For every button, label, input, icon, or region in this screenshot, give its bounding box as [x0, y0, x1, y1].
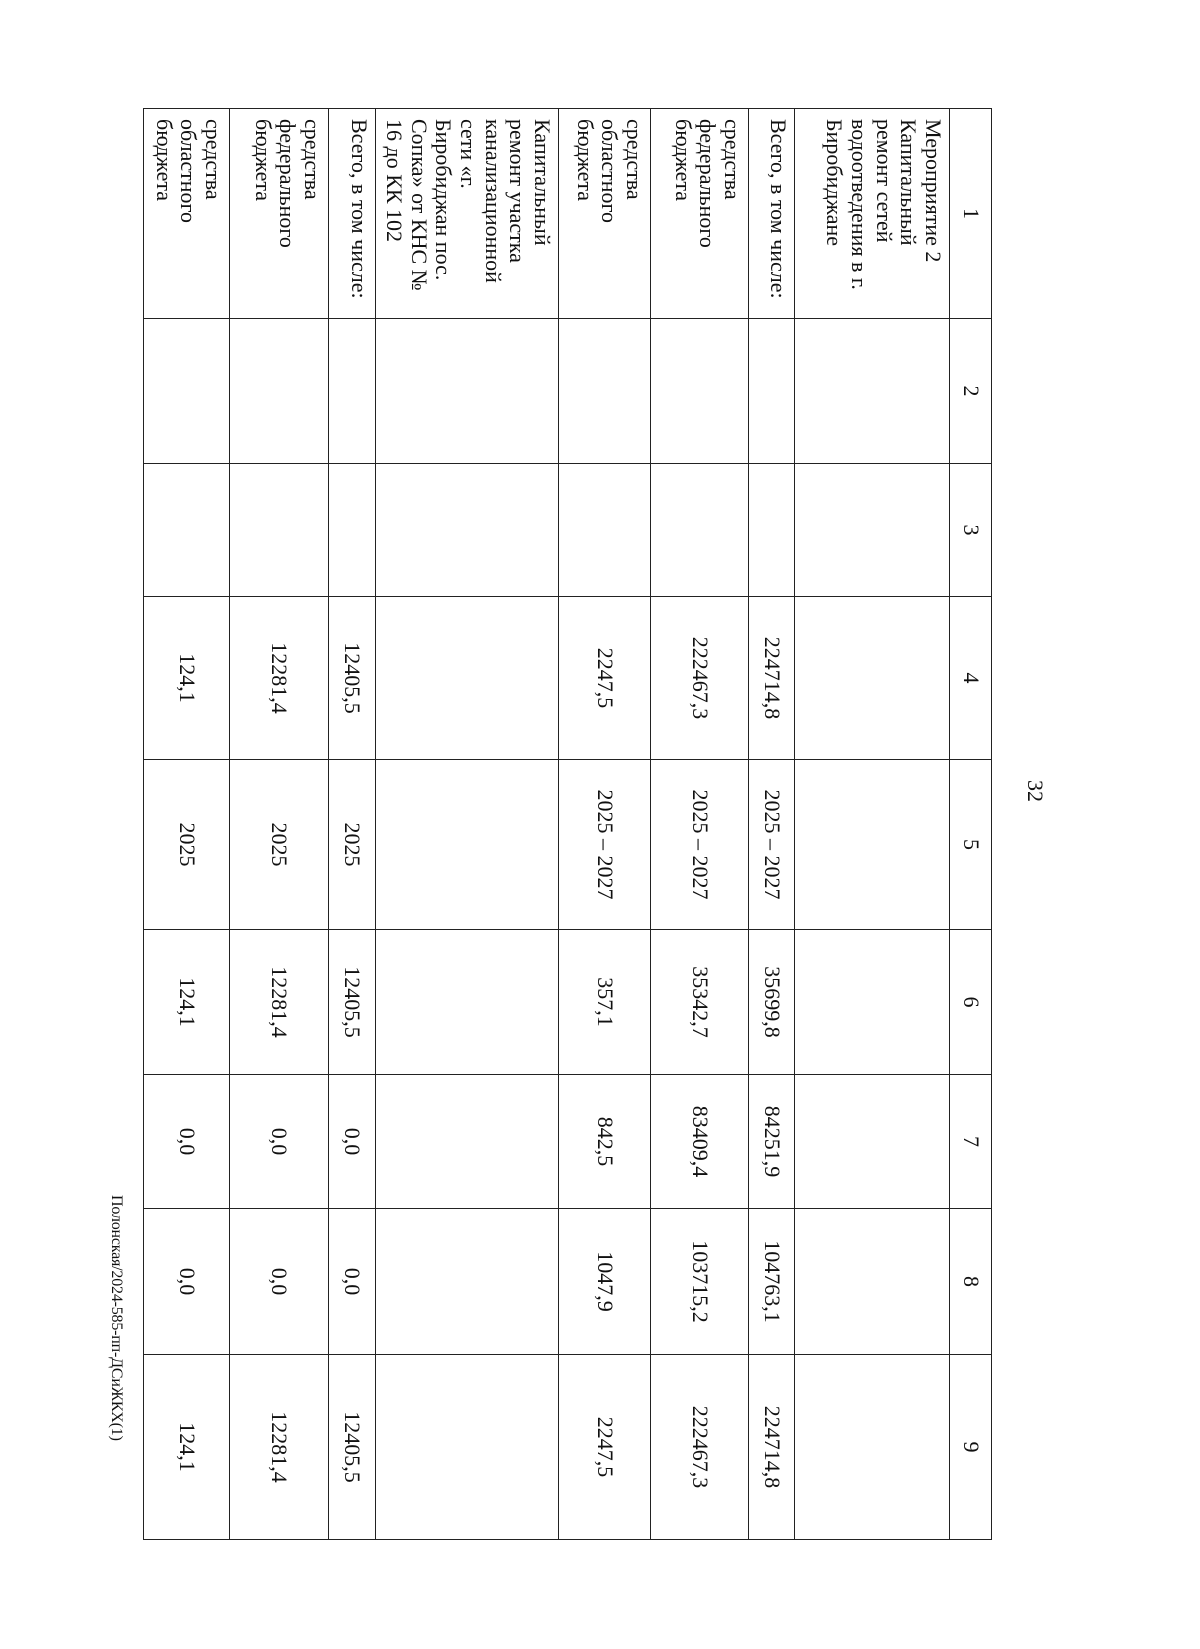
- value-cell: 0,0: [329, 1075, 376, 1209]
- value-cell: [376, 930, 559, 1075]
- value-cell: [376, 1075, 559, 1209]
- value-cell: 222467,3: [651, 1355, 749, 1540]
- value-cell: [795, 464, 950, 597]
- value-cell: 12405,5: [329, 1355, 376, 1540]
- value-cell: 224714,8: [749, 1355, 795, 1540]
- value-cell: [559, 464, 651, 597]
- value-cell: [144, 464, 230, 597]
- value-cell: 124,1: [144, 930, 230, 1075]
- header-cell: 9: [950, 1355, 992, 1540]
- value-cell: [795, 597, 950, 760]
- value-cell: 0,0: [144, 1075, 230, 1209]
- value-cell: [376, 597, 559, 760]
- header-cell: 6: [950, 930, 992, 1075]
- row-label-cell: Капитальный ремонт участка канализационной сети «г. Биробиджан пос. Сопка» от КНС № 16 до КК 102: [376, 109, 559, 319]
- value-cell: 35342,7: [651, 930, 749, 1075]
- value-cell: 124,1: [144, 597, 230, 760]
- value-cell: 12281,4: [230, 1355, 329, 1540]
- row-label-cell: Мероприятие 2 Капитальный ремонт сетей водоотведения в г. Биробиджане: [795, 109, 950, 319]
- table-row: [795, 109, 950, 1540]
- value-cell: 224714,8: [749, 597, 795, 760]
- value-cell: 2025: [230, 760, 329, 930]
- value-cell: 1047,9: [559, 1209, 651, 1355]
- page-number: 32: [1023, 780, 1048, 802]
- header-cell: 5: [950, 760, 992, 930]
- value-cell: 2025 – 2027: [749, 760, 795, 930]
- value-cell: 357,1: [559, 930, 651, 1075]
- value-cell: [230, 464, 329, 597]
- value-cell: 12281,4: [230, 597, 329, 760]
- value-cell: [376, 1209, 559, 1355]
- value-cell: 103715,2: [651, 1209, 749, 1355]
- footer-reference: Полонская/2024-585-пп-ДСиЖКХ(1): [108, 1195, 125, 1441]
- value-cell: 2025 – 2027: [651, 760, 749, 930]
- value-cell: [795, 1075, 950, 1209]
- value-cell: [329, 319, 376, 464]
- value-cell: [795, 1355, 950, 1540]
- value-cell: 12281,4: [230, 930, 329, 1075]
- header-cell: 1: [950, 109, 992, 319]
- value-cell: [376, 1355, 559, 1540]
- row-label-cell: средства федерального бюджета: [651, 109, 749, 319]
- row-label-cell: средства федерального бюджета: [230, 109, 329, 319]
- value-cell: [651, 464, 749, 597]
- value-cell: 104763,1: [749, 1209, 795, 1355]
- header-cell: 3: [950, 464, 992, 597]
- value-cell: 35699,8: [749, 930, 795, 1075]
- row-label-cell: средства областного бюджета: [559, 109, 651, 319]
- value-cell: 2025: [329, 760, 376, 930]
- value-cell: [230, 319, 329, 464]
- value-cell: 84251,9: [749, 1075, 795, 1209]
- value-cell: 0,0: [144, 1209, 230, 1355]
- value-cell: [749, 319, 795, 464]
- row-label-cell: Всего, в том числе:: [749, 109, 795, 319]
- value-cell: 842,5: [559, 1075, 651, 1209]
- table-row: [144, 109, 230, 1540]
- table-row: [329, 109, 376, 1540]
- value-cell: 0,0: [230, 1075, 329, 1209]
- value-cell: 0,0: [230, 1209, 329, 1355]
- table-body: [144, 109, 992, 1540]
- value-cell: 222467,3: [651, 597, 749, 760]
- value-cell: 2025: [144, 760, 230, 930]
- value-cell: [144, 319, 230, 464]
- value-cell: 83409,4: [651, 1075, 749, 1209]
- table-row: [230, 109, 329, 1540]
- header-cell: 8: [950, 1209, 992, 1355]
- table-row: [749, 109, 795, 1540]
- header-cell: 4: [950, 597, 992, 760]
- table-row: [651, 109, 749, 1540]
- header-cell: 2: [950, 319, 992, 464]
- row-label-cell: средства областного бюджета: [144, 109, 230, 319]
- value-cell: 12405,5: [329, 597, 376, 760]
- value-cell: [376, 760, 559, 930]
- value-cell: [795, 760, 950, 930]
- value-cell: 124,1: [144, 1355, 230, 1540]
- value-cell: [376, 464, 559, 597]
- table-row: [559, 109, 651, 1540]
- value-cell: 12405,5: [329, 930, 376, 1075]
- value-cell: [749, 464, 795, 597]
- value-cell: [795, 930, 950, 1075]
- value-cell: 2247,5: [559, 597, 651, 760]
- value-cell: [376, 319, 559, 464]
- value-cell: [329, 464, 376, 597]
- value-cell: 2247,5: [559, 1355, 651, 1540]
- row-label-cell: Всего, в том числе:: [329, 109, 376, 319]
- table-row: [376, 109, 559, 1540]
- header-row: [950, 109, 992, 1540]
- value-cell: [795, 1209, 950, 1355]
- value-cell: 2025 – 2027: [559, 760, 651, 930]
- header-cell: 7: [950, 1075, 992, 1209]
- budget-table: [143, 108, 992, 1540]
- value-cell: [795, 319, 950, 464]
- value-cell: [559, 319, 651, 464]
- value-cell: 0,0: [329, 1209, 376, 1355]
- value-cell: [651, 319, 749, 464]
